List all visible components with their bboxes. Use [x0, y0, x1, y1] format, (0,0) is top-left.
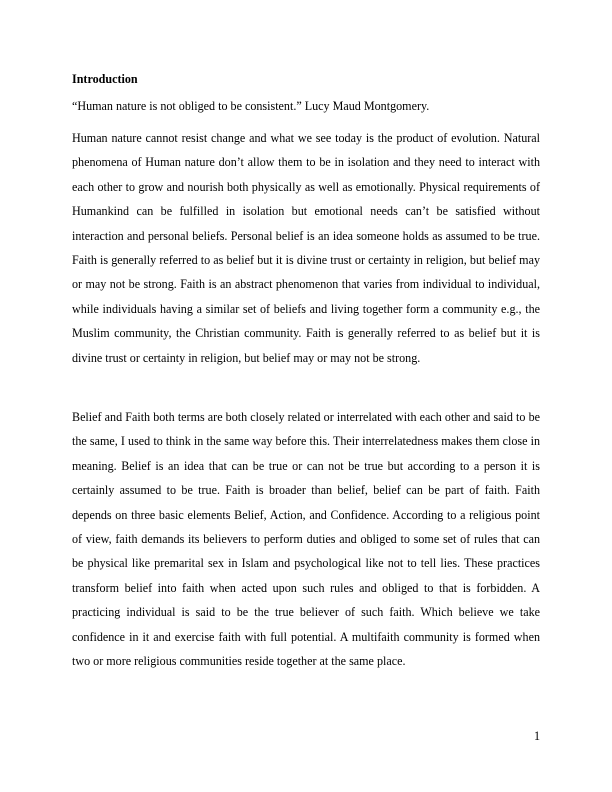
- page-number: 1: [533, 729, 540, 743]
- paragraph-2: Belief and Faith both terms are both closely related or interrelated with each other and said to be the same, I used to think in the same way before this. Their interrelatedness makes them close in meaning. Belief is an idea that can be true or can not be true but according to a person it is certainly assumed to be true. Faith is broader than belief, belief can be part of faith. Faith depends on three basic elements Belief, Action, and Confidence. According to a religious point of view, faith demands its believers to perform duties and obliged to some set of rules that can be physical like premarital sex in Islam and psychological like not to tell lies. These practices transform belief into faith when acted upon such rules and obliged to that is forbidden. A practicing individual is said to be the true believer of such faith. Which believe we take confidence in it and exercise faith with full potential. A multifaith community is formed when two or more religious communities reside together at the same place.: [72, 410, 540, 669]
- opening-quote: “Human nature is not obliged to be consistent.” Lucy Maud Montgomery.: [72, 99, 430, 113]
- paragraph-1: Human nature cannot resist change and what we see today is the product of evolution. Natural phenomena of Human nature don’t allow them to be in isolation and they need to interact with each other to grow and nourish both physically as well as emotionally. Physical requirements of Humankind can be fulfilled in isolation but emotional needs can’t be satisfied without interaction and personal beliefs. Personal belief is an idea someone holds as assumed to be true. Faith is generally referred to as belief but it is divine trust or certainty in religion, but belief may or may not be strong. Faith is an abstract phenomenon that varies from individual to individual, while individuals having a similar set of beliefs and living together form a community e.g., the Muslim community, the Christian community. Faith is generally referred to as belief but it is divine trust or certainty in religion, but belief may or may not be strong.: [72, 131, 540, 365]
- section-heading: Introduction: [72, 72, 138, 86]
